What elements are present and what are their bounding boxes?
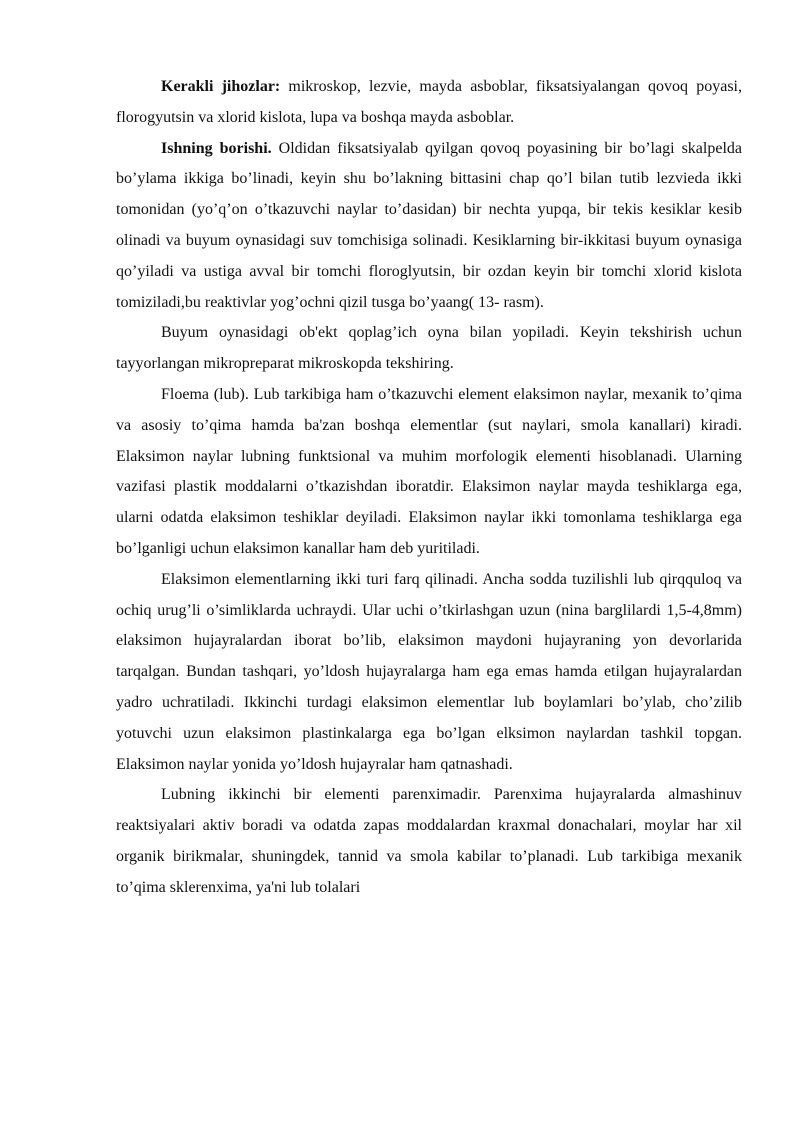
paragraph-text: Elaksimon elementlarning ikki turi farq qilinadi. Ancha sodda tuzilishli lub qirqquloq va ochiq urug’li o’simliklarda uchraydi. Ular uchi o’tkirlashgan uzun (nina barglilardi 1,5-4,8mm) elaksimon hujayralardan iborat bo’lib, elaksimon maydoni hujayraning yon devorlarida tarqalgan. Bundan tashqari, yo’ldosh hujayralarga ham ega emas hamda etilgan hujayralardan yadro uchratiladi. Ikkinchi turdagi elaksimon elementlar lub boylamlari bo’ylab, cho’zilib yotuvchi uzun elaksimon plastinkalarga ega bo’lgan elksimon naylardan tashkil topgan. Elaksimon naylar yonida yo’ldosh hujayralar ham qatnashadi. (116, 570, 742, 773)
paragraph-text: Oldidan fiksatsiyalab qyilgan qovoq poyasining bir bo’lagi skalpelda bo’ylama ikkiga bo’linadi, keyin shu bo’lakning bittasini chap qo’l bilan tutib lezvieda ikki tomonidan (yo’q’on o’tkazuvchi naylar to’dasidan) bir nechta yupqa, bir tekis kesiklar kesib olinadi va buyum oynasidagi suv tomchisiga solinadi. Kesiklarning bir-ikkitasi buyum oynasiga qo’yiladi va ustiga avval bir tomchi floroglyutsin, bir ozdan keyin bir tomchi xlorid kislota tomiziladi,bu reaktivlar yog’ochni qizil tusga bo’yaang( 13- rasm). (116, 139, 743, 311)
paragraph-parenchyma (116, 780, 742, 903)
document-body (116, 72, 742, 904)
paragraph-lead-bold: Ishning borishi. (161, 139, 272, 157)
paragraph-text: Buyum oynasidagi ob'ekt qoplag’ich oyna bilan yopiladi. Keyin tekshirish uchun tayyorlangan mikropreparat mikroskopda tekshiring. (116, 324, 742, 373)
paragraph-sieve-elements (116, 565, 742, 781)
paragraph-text: Floema (lub). Lub tarkibiga ham o’tkazuvchi element elaksimon naylar, mexanik to’qima va asosiy to’qima hamda ba'zan boshqa elementlar (sut naylari, smola kanallari) kiradi. Elaksimon naylar lubning funktsional va muhim morfologik elementi hisoblanadi. Ularning vazifasi plastik moddalarni o’tkazishdan iboratdir. Elaksimon naylar mayda teshiklarga ega, ularni odatda elaksimon teshiklar deyiladi. Elaksimon naylar ikki tomonlama teshiklarga ega bo’lganligi uchun elaksimon kanallar ham deb yuritiladi. (116, 385, 742, 557)
paragraph-phloem (116, 380, 742, 565)
paragraph-procedure (116, 134, 742, 319)
paragraph-lead-bold: Kerakli jihozlar: (161, 78, 281, 95)
paragraph-preparation (116, 318, 742, 380)
paragraph-text: Lubning ikkinchi bir elementi parenximadir. Parenxima hujayralarda almashinuv reaktsiyalari aktiv boradi va odatda zapas moddalardan kraxmal donachalari, moylar har xil organik birikmalar, shuningdek, tannid va smola kabilar to’planadi. Lub tarkibiga mexanik to’qima sklerenxima, ya'ni lub tolalari (116, 786, 742, 896)
paragraph-equipment (116, 72, 742, 134)
paragraph-text: mikroskop, lezvie, mayda asboblar, fiksatsiyalangan qovoq poyasi, florogyutsin va xlorid kislota, lupa va boshqa mayda asboblar. (116, 78, 742, 126)
